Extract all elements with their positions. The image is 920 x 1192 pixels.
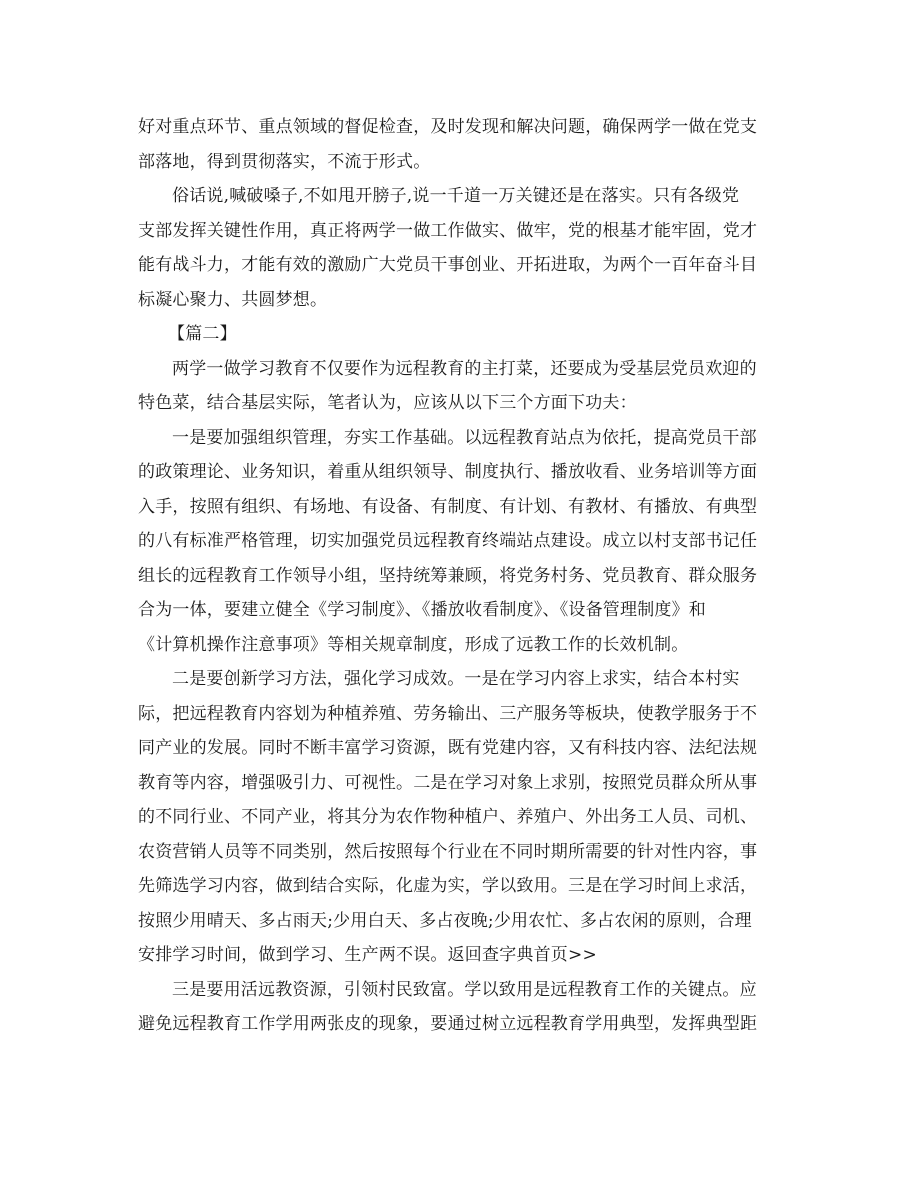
section-heading-text: 【篇二】 xyxy=(168,324,237,344)
paragraph-line: 《计算机操作注意事项》等相关规章制度，形成了远教工作的长效机制。 xyxy=(138,634,689,655)
paragraph-line: 支部发挥关键性作用，真正将两学一做工作做实、做牢，党的根基才能牢固，党才 xyxy=(138,220,758,241)
paragraph-line: 好对重点环节、重点领域的督促检查，及时发现和解决问题，确保两学一做在党支 xyxy=(138,117,758,137)
paragraph xyxy=(138,421,788,663)
paragraph-line: 组长的远程教育工作领导小组，坚持统筹兼顾，将党务村务、党员教育、群众服务 xyxy=(138,565,758,586)
paragraph-line: 农资营销人员等不同类别，然后按照每个行业在不同时期所需要的针对性内容，事 xyxy=(138,841,758,862)
paragraph-line: 特色菜，结合基层实际，笔者认为，应该从以下三个方面下功夫： xyxy=(138,393,637,413)
paragraph-line: 俗话说,喊破嗓子,不如甩开膀子,说一千道一万关键还是在落实。只有各级党 xyxy=(172,186,740,206)
paragraph-line: 的不同行业、不同产业，将其分为农作物种植户、养殖户、外出务工人员、司机、 xyxy=(138,807,758,827)
paragraph-line: 三是要用活远教资源，引领村民致富。学以致用是远程教育工作的关键点。应 xyxy=(172,979,757,1000)
paragraph-line: 际，把远程教育内容划为种植养殖、劳务输出、三产服务等板块，使教学服务于不 xyxy=(138,703,758,724)
paragraph-line: 的政策理论、业务知识，着重从组织领导、制度执行、播放收看、业务培训等方面 xyxy=(138,462,758,482)
paragraph-line: 的八有标准严格管理，切实加强党员远程教育终端站点建设。成立以村支部书记任 xyxy=(138,531,758,551)
paragraph-line: 合为一体，要建立健全《学习制度》、《播放收看制度》、《设备管理制度》和 xyxy=(138,600,706,620)
paragraph-line: 二是要创新学习方法，强化学习成效。一是在学习内容上求实，结合本村实 xyxy=(172,669,740,689)
paragraph-line: 部落地，得到贯彻落实，不流于形式。 xyxy=(138,151,431,172)
paragraph-line: 同产业的发展。同时不断丰富学习资源，既有党建内容，又有科技内容、法纪法规 xyxy=(138,738,758,758)
paragraph xyxy=(138,110,788,179)
paragraph-line: 标凝心聚力、共圆梦想。 xyxy=(138,289,328,310)
paragraph-line: 避免远程教育工作学用两张皮的现象，要通过树立远程教育学用典型，发挥典型距 xyxy=(138,1014,758,1034)
paragraph xyxy=(138,973,788,1042)
paragraph-line: 能有战斗力，才能有效的激励广大党员干事创业、开拓进取，为两个一百年奋斗目 xyxy=(138,255,758,275)
paragraph-line: 一是要加强组织管理，夯实工作基础。以远程教育站点为依托，提高党员干部 xyxy=(172,427,757,448)
paragraph xyxy=(138,662,788,973)
paragraph-line: 安排学习时间，做到学习、生产两不误。返回查字典首页>> xyxy=(138,945,597,965)
paragraph-line: 按照少用晴天、多占雨天;少用白天、多占夜晚;少用农忙、多占农闲的原则，合理 xyxy=(138,910,752,931)
paragraph-line: 教育等内容，增强吸引力、可视性。二是在学习对象上求别，按照党员群众所从事 xyxy=(138,772,758,793)
paragraph-line: 两学一做学习教育不仅要作为远程教育的主打菜，还要成为受基层党员欢迎的 xyxy=(172,358,757,379)
paragraph-line: 先筛选学习内容，做到结合实际，化虚为实，学以致用。三是在学习时间上求活， xyxy=(138,876,758,896)
paragraph xyxy=(138,179,788,317)
section-heading xyxy=(138,317,788,352)
paragraph-line: 入手，按照有组织、有场地、有设备、有制度、有计划、有教材、有播放、有典型 xyxy=(138,496,758,517)
document-body xyxy=(138,110,788,1042)
paragraph xyxy=(138,352,788,421)
